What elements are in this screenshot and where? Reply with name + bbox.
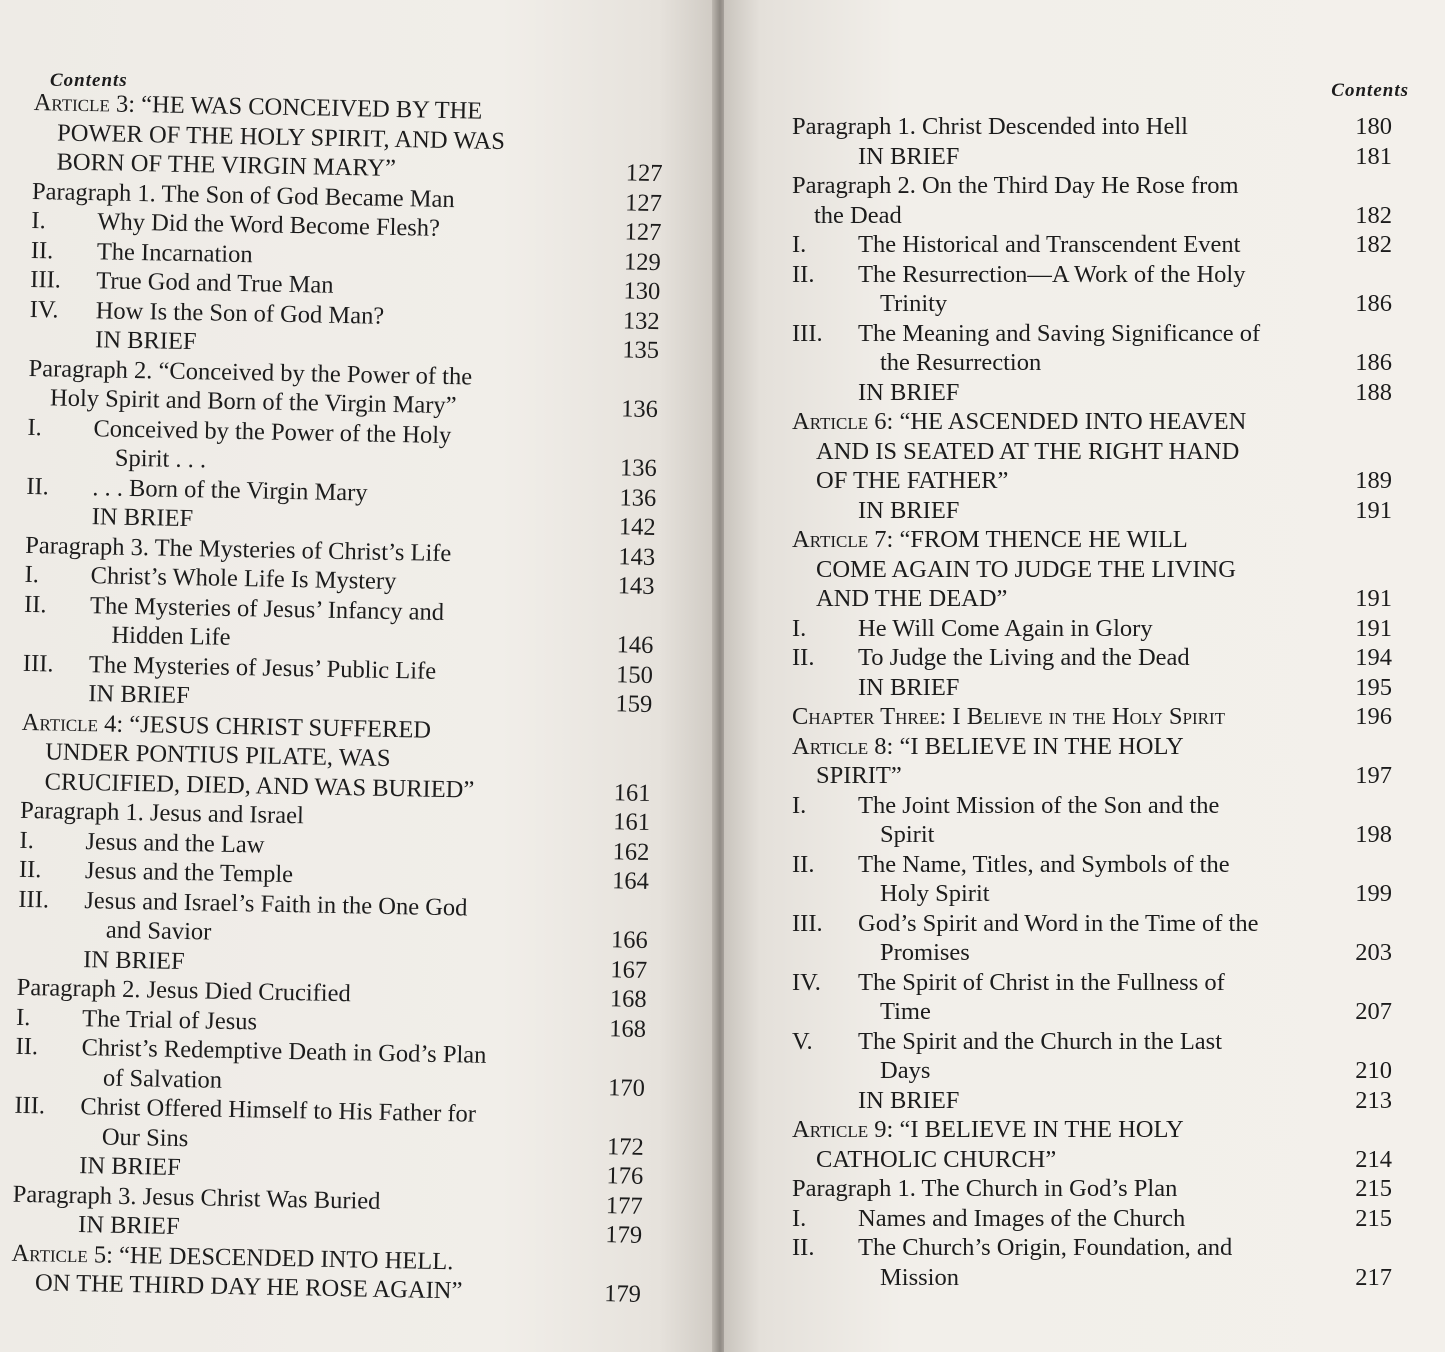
- toc-entry-title: The Historical and Transcendent Event: [858, 231, 1241, 258]
- roman-numeral: II.: [23, 590, 47, 618]
- page-number: 136: [620, 395, 659, 424]
- toc-entry-title: The Spirit of Christ in the Fullness of: [858, 968, 1225, 996]
- running-header-left: Contents: [50, 70, 128, 91]
- toc-entry-title: Time: [880, 998, 931, 1025]
- toc-entry: [792, 1027, 1392, 1086]
- page-number: 159: [615, 690, 653, 718]
- toc-entry-title: IN BRIEF: [77, 1211, 180, 1241]
- roman-numeral: III.: [18, 885, 50, 913]
- page-number: 188: [1355, 378, 1392, 406]
- toc-entry-title: the Dead: [814, 201, 902, 229]
- toc-entry: [792, 1115, 1392, 1174]
- toc-entry-title: and Savior: [105, 916, 212, 946]
- page-number: 143: [618, 542, 656, 571]
- toc-entry-title: Spirit: [880, 821, 935, 848]
- toc-entry-title: Trinity: [880, 290, 948, 317]
- page-number: 215: [1355, 1204, 1392, 1232]
- page-number: 182: [1355, 201, 1392, 229]
- toc-entry-title: IN BRIEF: [858, 496, 960, 524]
- page-number: 129: [623, 247, 662, 276]
- roman-numeral: I.: [19, 826, 35, 854]
- toc-entry-title: The Mysteries of Jesus’ Infancy and: [89, 591, 445, 626]
- page-number: 168: [609, 1014, 647, 1043]
- roman-numeral: II.: [26, 472, 50, 500]
- toc-entry-title: Chapter Three: I Believe in the Holy Spirit: [792, 703, 1226, 730]
- running-header-right: Contents: [1331, 80, 1409, 101]
- toc-entry-title: IN BRIEF: [94, 326, 197, 356]
- roman-numeral: II.: [15, 1032, 39, 1061]
- page-number: 186: [1355, 349, 1392, 376]
- toc-entry: [792, 171, 1392, 230]
- page-number: 172: [606, 1132, 645, 1161]
- toc-entry-title: AND IS SEATED AT THE RIGHT HAND: [816, 437, 1240, 465]
- page-number: 166: [610, 926, 649, 954]
- roman-numeral: IV.: [792, 968, 821, 996]
- toc-entry-title: . . . Born of the Virgin Mary: [92, 473, 368, 506]
- roman-numeral: I.: [792, 1204, 807, 1232]
- toc-entry-title: IN BRIEF: [858, 1086, 960, 1114]
- toc-entry: [792, 378, 1392, 408]
- toc-entry-title: Paragraph 1. The Son of God Became Man: [31, 177, 455, 213]
- toc-entry: [792, 909, 1392, 968]
- toc-entry-title: Article 6: “HE ASCENDED INTO HEAVEN: [792, 408, 1247, 435]
- toc-entry-title: The Trial of Jesus: [81, 1004, 258, 1035]
- roman-numeral: I.: [792, 614, 807, 642]
- toc-entry-title: Holy Spirit: [880, 880, 990, 907]
- toc-entry: [792, 112, 1392, 142]
- toc-entry-title: How Is the Son of God Man?: [95, 296, 385, 330]
- roman-numeral: IV.: [29, 295, 59, 324]
- page-number: 213: [1355, 1086, 1392, 1114]
- toc-entry: [792, 260, 1392, 319]
- roman-numeral: I.: [31, 206, 47, 235]
- toc-entry: [792, 525, 1392, 614]
- toc-entry-title: Christ’s Whole Life Is Mystery: [90, 562, 397, 596]
- toc-entry-title: Article 7: “FROM THENCE HE WILL: [792, 526, 1188, 553]
- toc-entry-title: God’s Spirit and Word in the Time of the: [858, 909, 1259, 937]
- page-number: 199: [1355, 880, 1392, 907]
- toc-entry-title: Paragraph 2. Jesus Died Crucified: [16, 973, 352, 1008]
- page-number: 186: [1355, 290, 1392, 317]
- toc-entry-title: OF THE FATHER”: [816, 467, 1009, 494]
- toc-entry-title: of Salvation: [102, 1064, 223, 1094]
- roman-numeral: III.: [792, 909, 823, 937]
- page-number: 215: [1355, 1175, 1392, 1202]
- right-page: [724, 0, 1445, 1352]
- page-number: 150: [615, 660, 654, 689]
- toc-entry: [792, 732, 1392, 791]
- toc-entry-title: IN BRIEF: [858, 673, 960, 701]
- page-number: 176: [606, 1162, 644, 1190]
- toc-entry: [792, 673, 1392, 703]
- toc-right: [792, 112, 1392, 1292]
- toc-entry: [32, 88, 664, 189]
- toc-entry-title: the Resurrection: [880, 349, 1042, 376]
- toc-entry-title: The Church’s Origin, Foundation, and: [858, 1234, 1233, 1261]
- toc-entry-title: The Spirit and the Church in the Last: [858, 1027, 1223, 1055]
- toc-entry-title: Hidden Life: [111, 621, 231, 651]
- toc-entry: [792, 702, 1392, 732]
- toc-entry: [20, 707, 652, 808]
- toc-entry-title: CATHOLIC CHURCH”: [816, 1145, 1057, 1173]
- toc-entry-title: Article 5: “HE DESCENDED INTO HELL.: [11, 1239, 454, 1275]
- page-number: 161: [613, 778, 651, 807]
- page-number: 132: [622, 306, 660, 335]
- toc-entry: [792, 319, 1392, 378]
- page-number: 136: [619, 454, 658, 483]
- toc-entry-title: Article 8: “I BELIEVE IN THE HOLY: [792, 732, 1184, 760]
- toc-entry-title: Article 3: “HE WAS CONCEIVED BY THE: [33, 88, 483, 125]
- toc-entry: [792, 496, 1392, 526]
- toc-entry-title: Jesus and the Temple: [84, 857, 294, 889]
- toc-entry-title: To Judge the Living and the Dead: [858, 644, 1190, 671]
- page-number: 179: [605, 1221, 643, 1249]
- page-number: 127: [625, 159, 663, 188]
- toc-entry-title: Mission: [880, 1263, 959, 1291]
- page-number: 203: [1355, 939, 1392, 966]
- toc-entry-title: Names and Images of the Church: [858, 1204, 1186, 1232]
- toc-entry-title: Paragraph 1. Jesus and Israel: [19, 796, 305, 830]
- roman-numeral: II.: [792, 260, 815, 288]
- toc-entry-title: Paragraph 3. The Mysteries of Christ’s Life: [24, 531, 452, 567]
- toc-entry: [792, 1086, 1392, 1116]
- page-number: 179: [603, 1280, 642, 1308]
- toc-entry-title: CRUCIFIED, DIED, AND WAS BURIED”: [44, 767, 475, 804]
- toc-entry-title: Christ’s Redemptive Death in God’s Plan: [81, 1034, 487, 1069]
- page-number: 217: [1355, 1263, 1392, 1291]
- page-number: 146: [616, 631, 654, 659]
- toc-entry-title: IN BRIEF: [83, 945, 185, 975]
- roman-numeral: II.: [792, 1234, 815, 1261]
- page-number: 177: [605, 1191, 643, 1220]
- roman-numeral: II.: [18, 855, 42, 884]
- toc-left: [11, 88, 664, 1309]
- roman-numeral: III.: [14, 1091, 46, 1120]
- toc-entry-title: Conceived by the Power of the Holy: [93, 414, 452, 449]
- page-number: 189: [1355, 467, 1392, 494]
- toc-entry-title: Jesus and Israel’s Faith in the One God: [84, 886, 468, 921]
- page-number: 164: [611, 867, 650, 895]
- toc-entry-title: Holy Spirit and Born of the Virgin Mary”: [49, 384, 457, 420]
- toc-entry-title: The Incarnation: [96, 237, 253, 268]
- page-number: 191: [1355, 585, 1392, 612]
- roman-numeral: I.: [792, 231, 807, 258]
- toc-entry-title: AND THE DEAD”: [816, 585, 1008, 612]
- roman-numeral: II.: [30, 236, 54, 264]
- toc-entry: [792, 1233, 1392, 1292]
- toc-entry-title: Our Sins: [101, 1122, 189, 1152]
- toc-entry: [792, 968, 1392, 1027]
- roman-numeral: III.: [30, 265, 62, 294]
- page-number: 135: [622, 336, 660, 365]
- page-number: 191: [1355, 614, 1392, 642]
- toc-entry-title: Why Did the Word Become Flesh?: [97, 208, 441, 242]
- page-number: 127: [624, 218, 662, 247]
- page-number: 214: [1355, 1145, 1392, 1173]
- roman-numeral: I.: [27, 413, 43, 441]
- toc-entry-title: Christ Offered Himself to His Father for: [80, 1093, 477, 1128]
- toc-entry: [792, 850, 1392, 909]
- toc-entry-title: ON THE THIRD DAY HE ROSE AGAIN”: [34, 1269, 463, 1305]
- page-number: 167: [610, 955, 648, 984]
- toc-entry: [792, 791, 1392, 850]
- toc-entry-title: The Meaning and Saving Significance of: [858, 319, 1261, 347]
- toc-entry-title: IN BRIEF: [88, 680, 191, 710]
- toc-entry: [792, 142, 1392, 172]
- toc-entry: [792, 614, 1392, 644]
- roman-numeral: I.: [15, 1003, 31, 1031]
- page-number: 196: [1355, 703, 1392, 730]
- toc-entry-title: The Name, Titles, and Symbols of the: [858, 850, 1230, 878]
- toc-entry-title: Paragraph 2. “Conceived by the Power of the: [28, 354, 473, 390]
- page-number: 207: [1355, 998, 1392, 1025]
- left-page: [0, 0, 716, 1352]
- roman-numeral: I.: [24, 560, 40, 589]
- toc-entry: [792, 407, 1392, 496]
- roman-numeral: V.: [792, 1027, 813, 1055]
- toc-entry-title: Spirit . . .: [114, 444, 207, 474]
- page-number: 195: [1355, 673, 1392, 701]
- toc-entry-title: Days: [880, 1057, 931, 1084]
- page-number: 197: [1355, 762, 1392, 789]
- page-number: 194: [1355, 644, 1392, 671]
- page-number: 162: [612, 837, 650, 866]
- toc-entry-title: He Will Come Again in Glory: [858, 614, 1153, 642]
- toc-entry-title: IN BRIEF: [858, 142, 960, 170]
- toc-entry-title: SPIRIT”: [816, 762, 902, 789]
- page-number: 198: [1355, 821, 1392, 848]
- page-number: 182: [1355, 231, 1392, 258]
- roman-numeral: III.: [22, 649, 54, 677]
- toc-entry-title: Paragraph 2. On the Third Day He Rose from: [792, 172, 1239, 199]
- page-number: 136: [619, 483, 657, 512]
- toc-entry-title: POWER OF THE HOLY SPIRIT, AND WAS: [56, 118, 506, 155]
- roman-numeral: III.: [792, 319, 823, 347]
- toc-entry-title: IN BRIEF: [858, 378, 960, 406]
- toc-entry-title: Paragraph 1. Christ Descended into Hell: [792, 113, 1188, 140]
- toc-entry: [11, 1238, 642, 1309]
- page-number: 168: [609, 985, 647, 1013]
- toc-entry-title: Jesus and the Law: [85, 827, 265, 859]
- toc-entry-title: Article 9: “I BELIEVE IN THE HOLY: [792, 1116, 1184, 1143]
- page-number: 130: [623, 277, 661, 306]
- toc-entry-title: IN BRIEF: [79, 1152, 181, 1182]
- toc-entry: [792, 1174, 1392, 1204]
- page-number: 170: [607, 1073, 646, 1102]
- roman-numeral: II.: [792, 850, 815, 878]
- page-number: 180: [1355, 113, 1392, 140]
- toc-entry-title: Promises: [880, 939, 970, 966]
- toc-entry-title: True God and True Man: [96, 267, 334, 299]
- page-number: 142: [618, 513, 656, 542]
- toc-entry-title: The Mysteries of Jesus’ Public Life: [88, 650, 437, 685]
- page-number: 181: [1355, 142, 1392, 170]
- toc-entry-title: The Joint Mission of the Son and the: [858, 791, 1220, 819]
- page-number: 161: [613, 808, 651, 836]
- toc-entry-title: IN BRIEF: [91, 503, 194, 533]
- toc-entry: [792, 643, 1392, 673]
- toc-entry-title: Paragraph 3. Jesus Christ Was Buried: [12, 1180, 381, 1215]
- page-number: 127: [624, 188, 663, 217]
- toc-entry-title: The Resurrection—A Work of the Holy: [858, 260, 1246, 288]
- toc-entry-title: COME AGAIN TO JUDGE THE LIVING: [816, 555, 1236, 583]
- toc-entry-title: BORN OF THE VIRGIN MARY”: [56, 148, 397, 182]
- toc-entry-title: UNDER PONTIUS PILATE, WAS: [44, 738, 391, 772]
- page-number: 143: [617, 572, 655, 601]
- roman-numeral: II.: [792, 644, 815, 671]
- toc-entry-title: Article 4: “JESUS CHRIST SUFFERED: [21, 708, 432, 744]
- toc-entry-title: Paragraph 1. The Church in God’s Plan: [792, 1175, 1178, 1202]
- page-number: 191: [1355, 496, 1392, 524]
- roman-numeral: I.: [792, 791, 807, 819]
- toc-entry: [792, 230, 1392, 260]
- toc-entry: [792, 1204, 1392, 1234]
- page-number: 210: [1355, 1057, 1392, 1084]
